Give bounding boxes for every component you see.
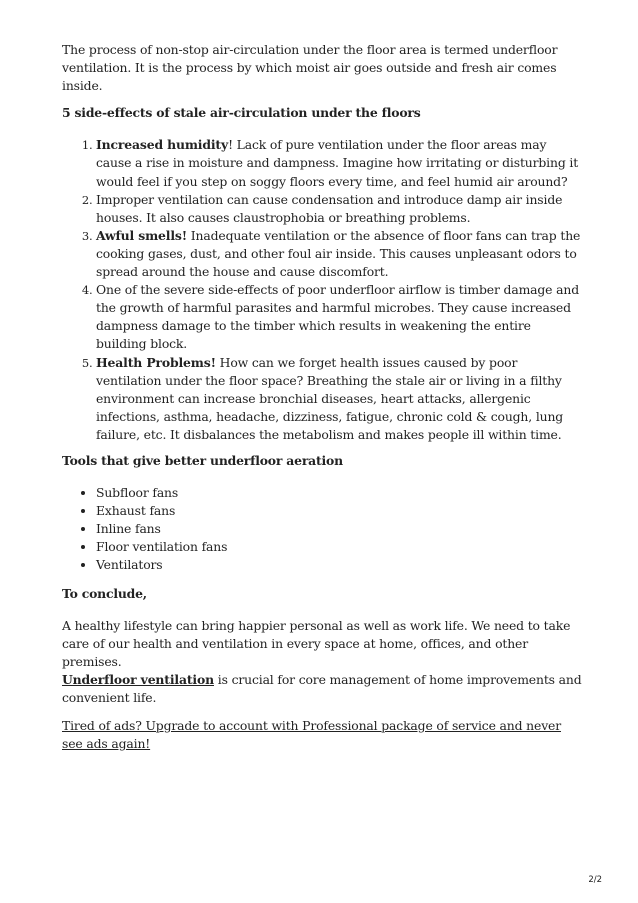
item-text: How can we forget health issues caused by poor ventilation under the floor space? Breathing the stale air or living in a filthy environment can increase bronchial diseases, heart attacks, allergenic infections, asthma, headache, dizziness, fatigue, chronic cold & cough, lung failure, etc. It disbalances the metabolism and makes people ill within time. bbox=[96, 354, 564, 442]
tools-list bbox=[62, 484, 582, 574]
ad-paragraph bbox=[62, 717, 582, 753]
side-effects-heading: 5 side-effects of stale air-circulation under the floors bbox=[62, 105, 421, 121]
item-bold: Increased humidity bbox=[96, 137, 229, 153]
conclusion-heading: To conclude, bbox=[62, 585, 147, 601]
item-bold: Awful smells! bbox=[96, 227, 187, 243]
tools-heading: Tools that give better underfloor aeration bbox=[62, 452, 343, 468]
list-item: • Subfloor fans bbox=[96, 484, 582, 502]
list-item: • Inline fans bbox=[96, 520, 582, 538]
underfloor-ventilation-link[interactable]: Underfloor ventilation bbox=[62, 671, 214, 687]
item-text: Inadequate ventilation or the absence of floor fans can trap the cooking gases, dust, and other foul air inside. This causes unpleasant odors to spread around the house and cause discomfort. bbox=[96, 227, 581, 280]
item-text: Improper ventilation can cause condensation and introduce damp air inside houses. It also causes claustrophobia or breathing problems. bbox=[96, 191, 563, 225]
intro-paragraph: The process of non-stop air-circulation under the floor area is termed underfloor ventilation. It is the process by which moist air goes outside and fresh air comes inside. bbox=[62, 42, 558, 94]
conclusion-text-1: A healthy lifestyle can bring happier personal as well as work life. We need to take care of our health and ventilation in every space at home, offices, and other premises. bbox=[62, 617, 571, 669]
list-item: • Exhaust fans bbox=[96, 502, 582, 520]
list-item: • Ventilators bbox=[96, 556, 582, 574]
upgrade-ad-link[interactable]: Tired of ads? Upgrade to account with Professional package of service and never see ads again! bbox=[62, 718, 561, 752]
list-item bbox=[96, 354, 582, 444]
list-item bbox=[96, 281, 582, 353]
list-item: • Floor ventilation fans bbox=[96, 538, 582, 556]
item-text: One of the severe side-effects of poor underfloor airflow is timber damage and the growth of harmful parasites and harmful microbes. They cause increased dampness damage to the timber which results in weakening the entire building block. bbox=[96, 282, 580, 352]
conclusion-text-2: is crucial for core management of home improvements and convenient life. bbox=[62, 671, 582, 705]
side-effects-list bbox=[62, 136, 582, 444]
list-item bbox=[96, 227, 582, 281]
document-content bbox=[62, 41, 582, 753]
list-item bbox=[96, 191, 582, 227]
item-bold: Health Problems! bbox=[96, 354, 216, 370]
list-item bbox=[96, 136, 582, 190]
item-text: ! Lack of pure ventilation under the floor areas may cause a rise in moisture and dampness. Imagine how irritating or disturbing it would feel if you step on soggy floors every time, and feel humid air around? bbox=[96, 137, 579, 189]
conclusion-paragraph bbox=[62, 617, 582, 707]
page-number: 2/2 bbox=[588, 875, 602, 885]
